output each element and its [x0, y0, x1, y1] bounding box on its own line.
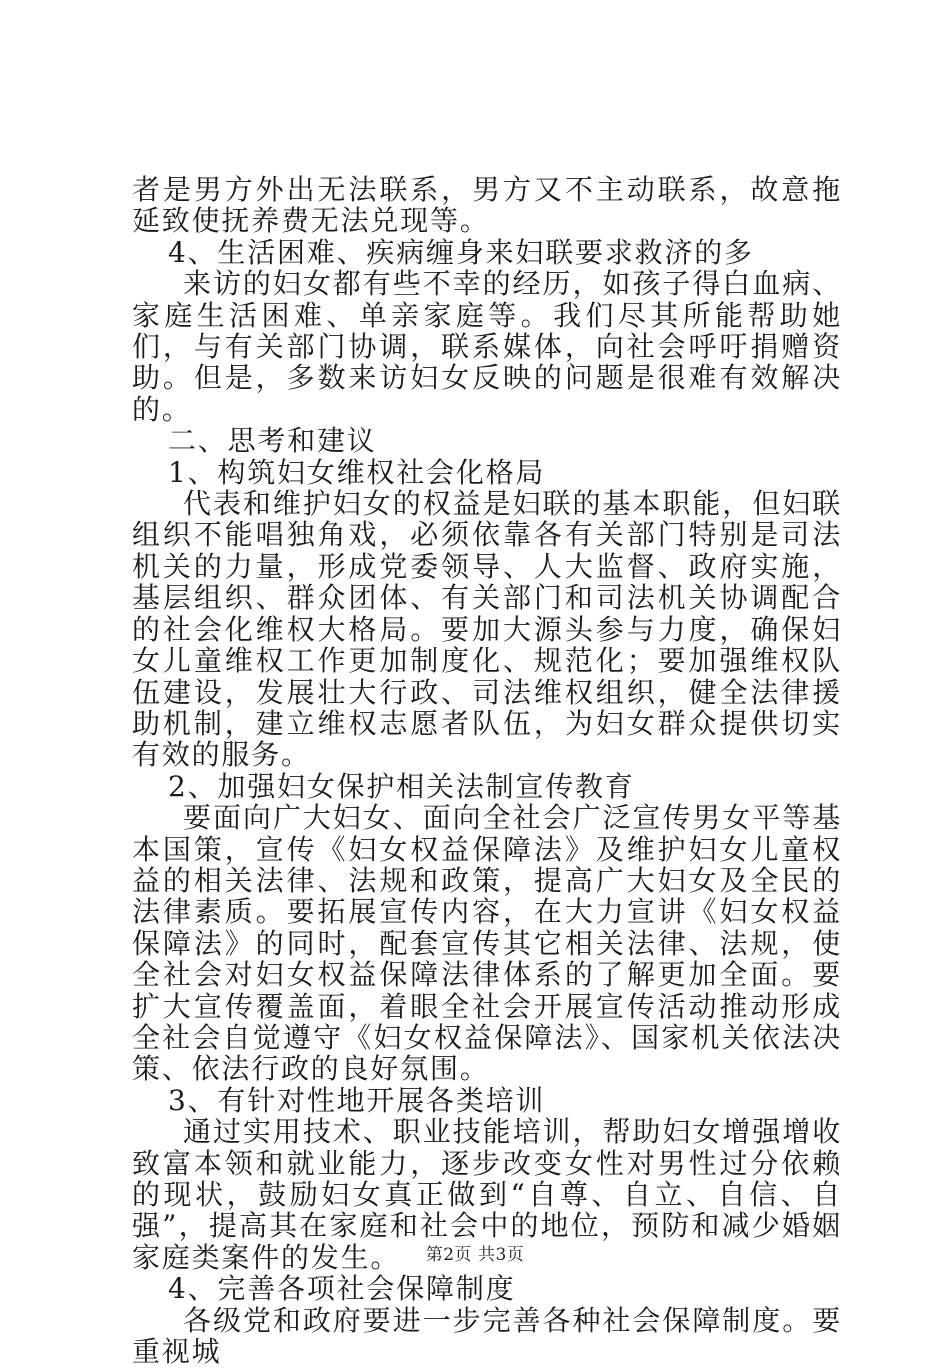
body-paragraph: 各级党和政府要进一步完善各种社会保障制度。要重视城: [132, 1303, 842, 1368]
section-heading: 4、完善各项社会保障制度: [168, 1272, 516, 1306]
body-paragraph: 要面向广大妇女、面向全社会广泛宣传男女平等基本国策，宣传《妇女权益保障法》及维护妇女儿童权益的相关法律、法规和政策，提高广大妇女及全民的法律素质。要拓展宣传内容，在大力宣讲《妇女权益保障法》的同时，配套宣传其它相关法律、法规，使全社会对妇女权益保障法律体系的了解更加全面。要扩大宣传覆盖面，着眼全社会开展宣传活动推动形成全社会自觉遵守《妇女权益保障法》、国家机关依法决策、依法行政的良好氛围。: [132, 801, 842, 1086]
body-paragraph: 来访的妇女都有些不幸的经历，如孩子得白血病、家庭生活困难、单亲家庭等。我们尽其所能帮助她们，与有关部门协调，联系媒体，向社会呼吁捐赠资助。但是，多数来访妇女反映的问题是很难有效解决的。: [132, 267, 842, 426]
section-heading: 1、构筑妇女维权社会化格局: [168, 455, 546, 489]
section-heading: 2、加强妇女保护相关法制宣传教育: [168, 769, 635, 803]
section-heading: 3、有针对性地开展各类培训: [168, 1083, 546, 1117]
body-paragraph: 代表和维护妇女的权益是妇联的基本职能，但妇联组织不能唱独角戏，必须依靠各有关部门特别是司法机关的力量，形成党委领导、人大监督、政府实施，基层组织、群众团体、有关部门和司法机关协调配合的社会化维权大格局。要加大源头参与力度，确保妇女儿童维权工作更加制度化、规范化；要加强维权队伍建设，发展壮大行政、司法维权组织，健全法律援助机制，建立维权志愿者队伍，为妇女群众提供切实有效的服务。: [132, 487, 842, 772]
page-number-footer: 第2页 共3页: [425, 1245, 525, 1265]
body-paragraph: 通过实用技术、职业技能培训，帮助妇女增强增收致富本领和就业能力，逐步改变女性对男性过分依赖的现状，鼓励妇女真正做到“自尊、自立、自信、自强”，提高其在家庭和社会中的地位，预防和减少婚姻家庭类案件的发生。: [132, 1115, 842, 1274]
section-heading: 二、思考和建议: [168, 424, 377, 458]
section-heading: 4、生活困难、疾病缠身来妇联要求救济的多: [168, 235, 754, 269]
paragraph-continuation: 者是男方外出无法联系，男方又不主动联系，故意拖延致使抚养费无法兑现等。: [132, 173, 842, 238]
document-body: [132, 174, 842, 1367]
